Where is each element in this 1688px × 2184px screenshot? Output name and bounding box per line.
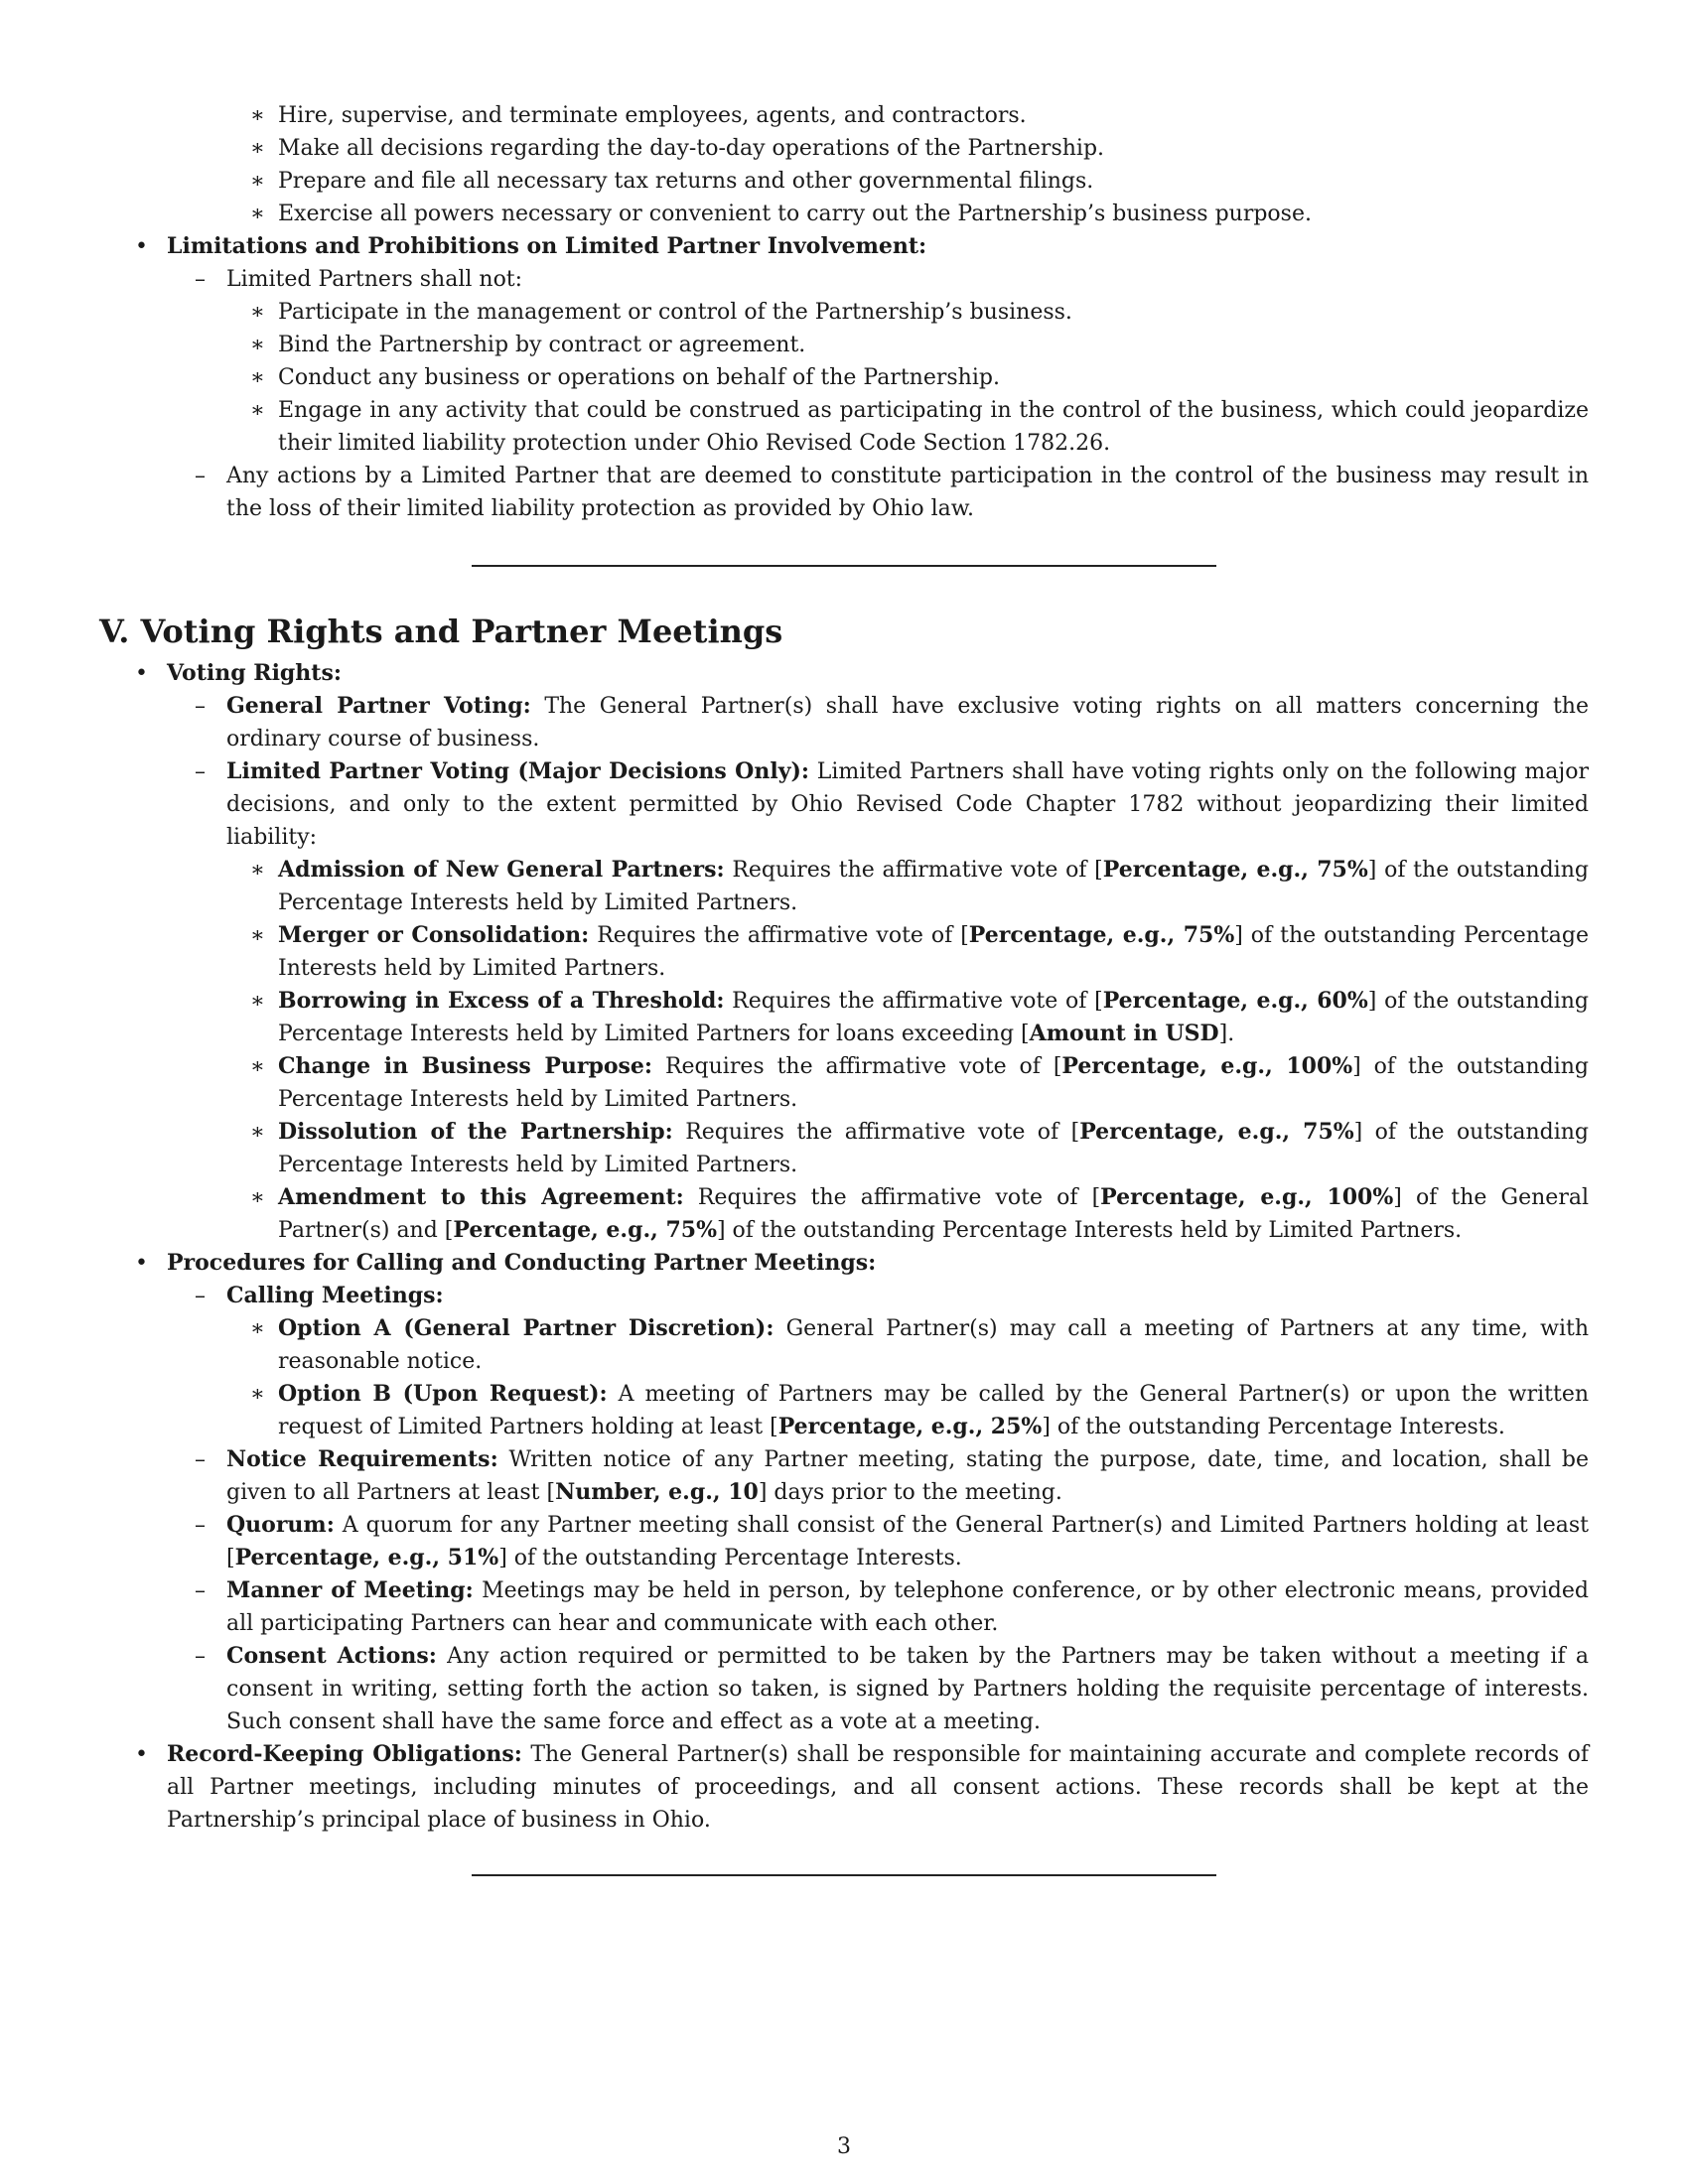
placeholder-field: Percentage, e.g., 100% (1100, 1184, 1394, 1210)
placeholder-field: Percentage, e.g., 75% (453, 1217, 717, 1243)
page-content (99, 99, 1589, 1876)
gp-voting-item (167, 690, 1589, 755)
lp-voting-label: Limited Partner Voting (Major Decisions Only): (226, 758, 810, 784)
manner-item: – Manner of Meeting: Meetings may be held in person, by telephone conference, or by other electronic means, provided all participating Partners can hear and communicate with each other. (167, 1574, 1589, 1640)
major-decision-item: ∗ Merger or Consolidation: Requires the affirmative vote of [Percentage, e.g., 75%] of the outstanding Percentage Interests held by Limited Partners. (226, 919, 1589, 985)
placeholder-field: Percentage, e.g., 60% (1102, 988, 1368, 1014)
list-item: ∗ Hire, supervise, and terminate employees, agents, and contractors. (226, 99, 1589, 132)
placeholder-field: Number, e.g., 10 (555, 1479, 759, 1505)
placeholder-field: Percentage, e.g., 25% (777, 1414, 1043, 1439)
limitations-intro: Limited Partners shall not: (226, 267, 523, 292)
calling-meetings-label: Calling Meetings: (226, 1283, 444, 1308)
lp-voting-item (167, 755, 1589, 1247)
placeholder-field: Percentage, e.g., 75% (1079, 1119, 1354, 1145)
list-item: ∗ Engage in any activity that could be construed as participating in the control of the business, which could jeopardize their limited liability protection under Ohio Revised Code Section 1782.26. (226, 394, 1589, 460)
placeholder-field: Percentage, e.g., 51% (234, 1545, 499, 1570)
limitations-list (99, 230, 1589, 525)
limitations-consequence: – Any actions by a Limited Partner that are deemed to constitute participation in the control of the business may result in the loss of their limited liability protection as provided by Ohio law. (167, 460, 1589, 525)
option-b-item: ∗ Option B (Upon Request): A meeting of Partners may be called by the General Partner(s) or upon the written request of Limited Partners holding at least [Percentage, e.g., 25%] of the outstanding Percentage Interests. (226, 1378, 1589, 1443)
major-decision-item: ∗ Admission of New General Partners: Requires the affirmative vote of [Percentage, e.g., 75%] of the outstanding Percentage Interests held by Limited Partners. (226, 854, 1589, 919)
records-item (99, 1738, 1589, 1837)
placeholder-field: Percentage, e.g., 100% (1061, 1053, 1353, 1079)
gp-voting-text: The General Partner(s) shall have exclusive voting rights on all matters concerning the ordinary course of business. (226, 694, 1589, 751)
consent-item: – Consent Actions: Any action required or permitted to be taken by the Partners may be taken without a meeting if a consent in writing, setting forth the action so taken, is signed by Partners holding the requisite percentage of interests. Such consent shall have the same force and effect as a vote at a meeting. (167, 1640, 1589, 1738)
meetings-item (99, 1247, 1589, 1738)
limitations-item (99, 230, 1589, 525)
records-text: The General Partner(s) shall be responsible for maintaining accurate and complete records of all Partner meetings, including minutes of proceedings, and all consent actions. These records shall be kept at the Partnership’s principal place of business in Ohio. (167, 1742, 1589, 1833)
list-item: ∗ Prepare and file all necessary tax returns and other governmental filings. (226, 165, 1589, 198)
section-divider (472, 565, 1216, 567)
list-item: ∗ Bind the Partnership by contract or agreement. (226, 329, 1589, 361)
records-label: Record-Keeping Obligations: (167, 1741, 522, 1767)
notice-item: – Notice Requirements: Written notice of any Partner meeting, stating the purpose, date, time, and location, shall be given to all Partners at least [Number, e.g., 10] days prior to the meeting. (167, 1443, 1589, 1509)
limitations-intro-item (167, 263, 1589, 460)
placeholder-field: Percentage, e.g., 75% (1102, 857, 1368, 883)
major-decision-item: ∗ Change in Business Purpose: Requires the affirmative vote of [Percentage, e.g., 100%] of the outstanding Percentage Interests held by Limited Partners. (226, 1050, 1589, 1116)
placeholder-field: Amount in USD (1029, 1021, 1219, 1046)
option-a-item: ∗ Option A (General Partner Discretion): General Partner(s) may call a meeting of Partners at any time, with reasonable notice. (226, 1312, 1589, 1378)
section-title: V. Voting Rights and Partner Meetings (99, 613, 783, 650)
list-item: ∗ Exercise all powers necessary or convenient to carry out the Partnership’s business purpose. (226, 198, 1589, 230)
major-decision-item: ∗ Borrowing in Excess of a Threshold: Requires the affirmative vote of [Percentage, e.g., 60%] of the outstanding Percentage Interests held by Limited Partners for loans exceeding [Amount in USD]. (226, 985, 1589, 1050)
placeholder-field: Percentage, e.g., 75% (968, 922, 1235, 948)
voting-rights-item (99, 657, 1589, 1247)
major-decision-item: ∗ Amendment to this Agreement: Requires the affirmative vote of [Percentage, e.g., 100%] of the General Partner(s) and [Percentage, e.g., 75%] of the outstanding Percentage Interests held by Limited Partners. (226, 1181, 1589, 1247)
voting-rights-heading: Voting Rights: (167, 660, 342, 686)
list-item: ∗ Participate in the management or control of the Partnership’s business. (226, 296, 1589, 329)
list-item: ∗ Conduct any business or operations on behalf of the Partnership. (226, 361, 1589, 394)
section-v-list (99, 657, 1589, 1837)
major-decision-item: ∗ Dissolution of the Partnership: Requires the affirmative vote of [Percentage, e.g., 75%] of the outstanding Percentage Interests held by Limited Partners. (226, 1116, 1589, 1181)
limitations-heading: Limitations and Prohibitions on Limited Partner Involvement: (167, 233, 927, 259)
page-number: 3 (837, 2134, 851, 2159)
section-divider (472, 1874, 1216, 1876)
meetings-heading: Procedures for Calling and Conducting Partner Meetings: (167, 1250, 877, 1276)
gp-voting-label: General Partner Voting: (226, 693, 531, 719)
list-item: ∗ Make all decisions regarding the day-to-day operations of the Partnership. (226, 132, 1589, 165)
gp-powers-list (226, 99, 1589, 230)
quorum-item: – Quorum: A quorum for any Partner meeting shall consist of the General Partner(s) and Limited Partners holding at least [Percentage, e.g., 51%] of the outstanding Percentage Interests. (167, 1509, 1589, 1574)
lp-voting-text: Limited Partners shall have voting rights only on the following major decisions, and only to the extent permitted by Ohio Revised Code Chapter 1782 without jeopardizing their limited liability: (226, 759, 1589, 850)
calling-meetings-item (167, 1280, 1589, 1443)
